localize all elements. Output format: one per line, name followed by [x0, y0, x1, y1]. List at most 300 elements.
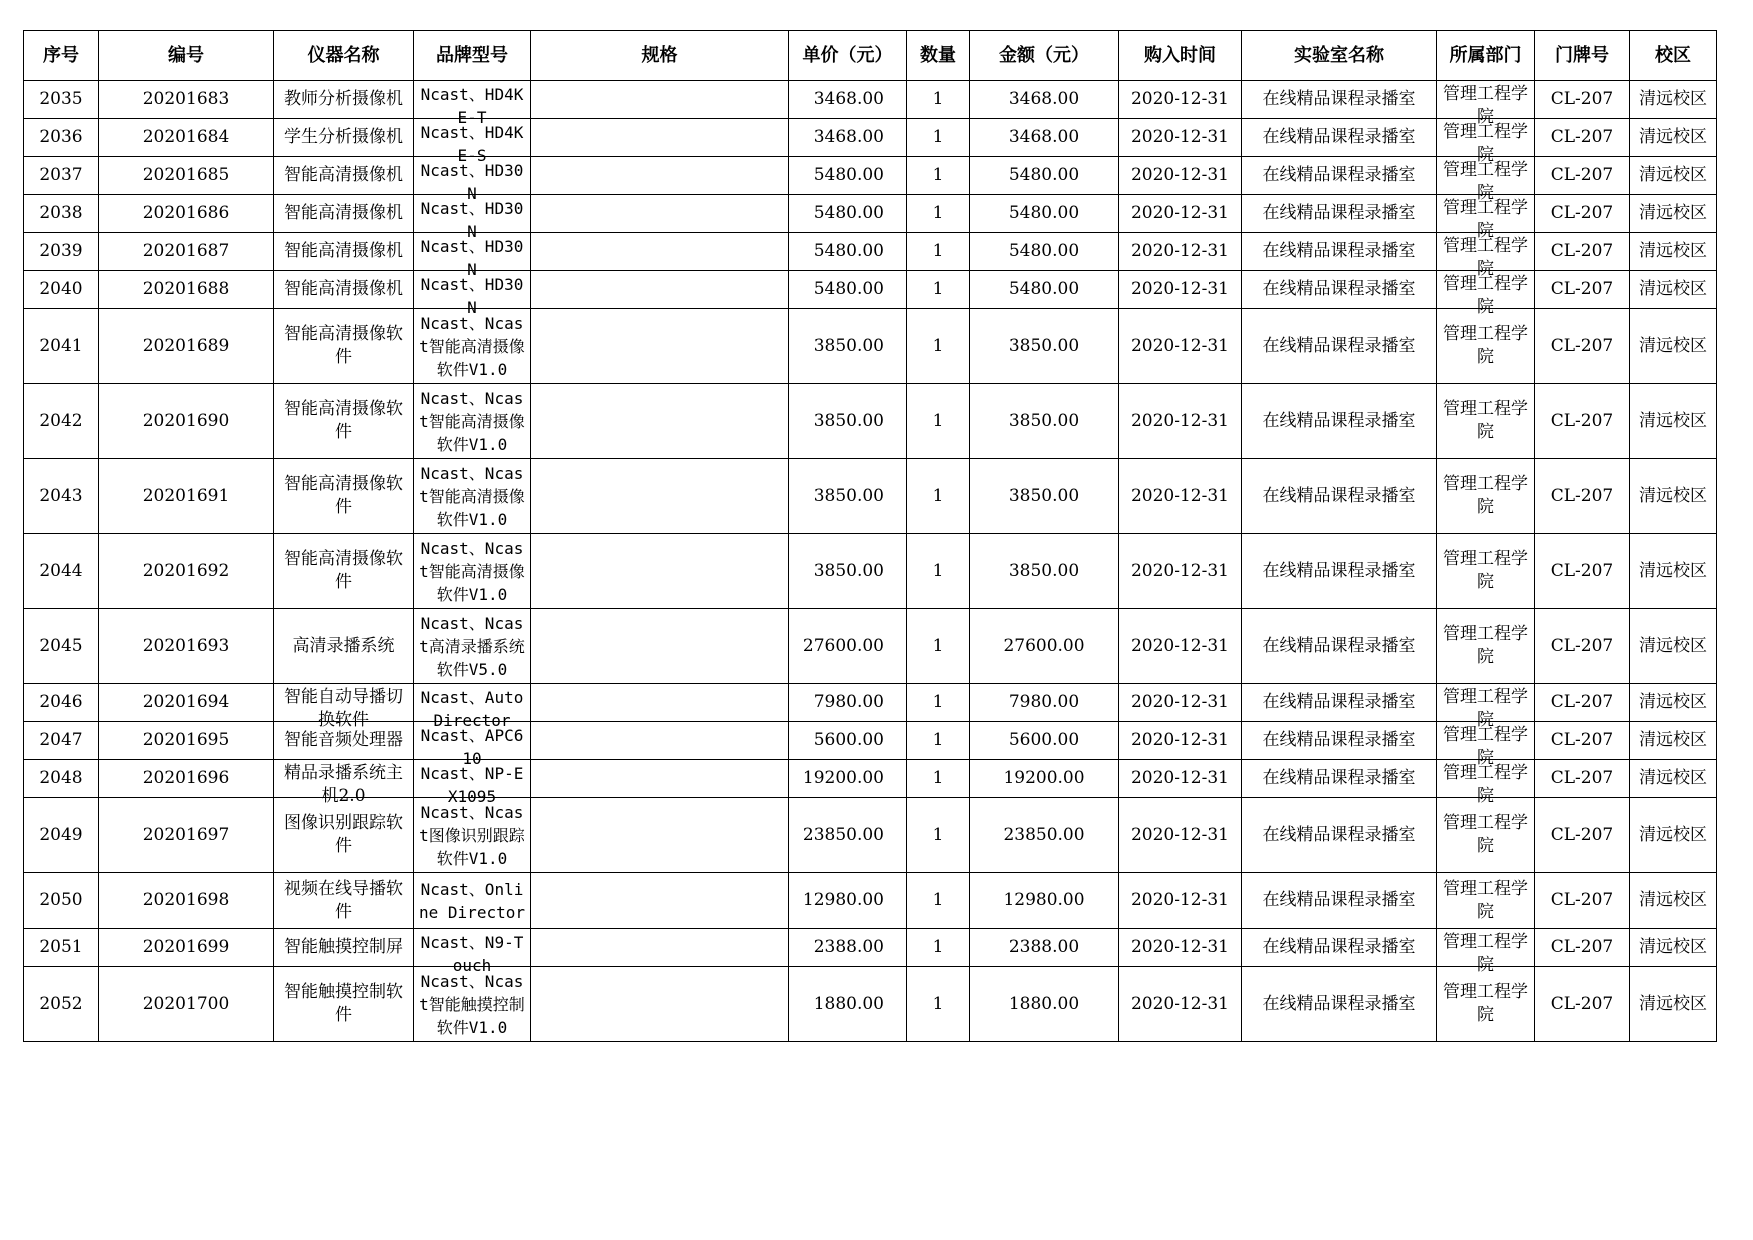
cell-name-text: 智能高清摄像软件 — [284, 474, 403, 517]
cell-campus — [1630, 798, 1717, 873]
cell-price-text: 5600.00 — [813, 730, 884, 750]
cell-date-text: 2020-12-31 — [1130, 279, 1229, 299]
cell-lab-text: 在线精品课程录播室 — [1262, 560, 1416, 581]
cell-price — [789, 929, 907, 967]
cell-code — [99, 271, 274, 309]
header-cell-campus: 校区 — [1630, 31, 1717, 81]
cell-lab — [1242, 798, 1437, 873]
cell-lab — [1242, 534, 1437, 609]
cell-spec — [531, 609, 789, 684]
cell-spec — [531, 157, 789, 195]
cell-amount-text: 5480.00 — [1008, 203, 1080, 223]
cell-date-text: 2020-12-31 — [1130, 335, 1229, 356]
cell-room — [1535, 873, 1630, 929]
cell-room-text: CL-207 — [1550, 127, 1614, 147]
cell-code — [99, 722, 274, 760]
cell-room — [1535, 967, 1630, 1042]
cell-room-text: CL-207 — [1550, 937, 1614, 957]
cell-model — [414, 929, 531, 975]
cell-room-text: CL-207 — [1550, 279, 1614, 299]
cell-campus-text: 清远校区 — [1639, 89, 1707, 109]
cell-code-text: 20201687 — [142, 241, 230, 261]
cell-code — [99, 157, 274, 195]
cell-date — [1119, 271, 1242, 309]
cell-dept-text: 管理工程学院 — [1443, 724, 1528, 768]
cell-seq-text: 2040 — [39, 279, 83, 299]
cell-code — [99, 384, 274, 459]
cell-campus-text: 清远校区 — [1639, 937, 1707, 957]
cell-room-text: CL-207 — [1550, 485, 1614, 506]
cell-campus — [1630, 722, 1717, 760]
cell-dept — [1437, 534, 1535, 609]
cell-lab-text: 在线精品课程录播室 — [1262, 890, 1416, 910]
cell-campus-text: 清远校区 — [1639, 241, 1707, 261]
cell-date — [1119, 929, 1242, 967]
cell-qty-text: 1 — [932, 824, 944, 845]
cell-seq — [24, 384, 99, 459]
cell-seq — [24, 534, 99, 609]
table-row — [24, 684, 1717, 722]
cell-seq — [24, 609, 99, 684]
cell-room — [1535, 760, 1630, 798]
cell-campus-text: 清远校区 — [1639, 692, 1707, 712]
table-row — [24, 760, 1717, 798]
cell-name-text: 智能高清摄像机 — [284, 165, 403, 185]
cell-dept — [1437, 271, 1535, 317]
cell-lab-text: 在线精品课程录播室 — [1262, 335, 1416, 356]
cell-date-text: 2020-12-31 — [1130, 635, 1229, 656]
cell-date-text: 2020-12-31 — [1130, 485, 1229, 506]
cell-seq — [24, 684, 99, 722]
cell-date — [1119, 684, 1242, 722]
cell-qty — [907, 798, 970, 873]
cell-code-text: 20201689 — [142, 335, 230, 356]
cell-date-text: 2020-12-31 — [1130, 730, 1229, 750]
cell-amount-text: 3850.00 — [1008, 410, 1080, 431]
cell-lab — [1242, 384, 1437, 459]
cell-campus-text: 清远校区 — [1639, 203, 1707, 223]
cell-qty — [907, 873, 970, 929]
cell-amount-text: 1880.00 — [1008, 993, 1080, 1014]
cell-spec — [531, 760, 789, 798]
cell-model — [414, 534, 531, 609]
cell-code-text: 20201691 — [142, 485, 230, 506]
cell-amount — [970, 967, 1119, 1042]
cell-amount-text: 5480.00 — [1008, 165, 1080, 185]
cell-name — [274, 81, 414, 119]
cell-dept-text: 管理工程学院 — [1443, 197, 1528, 241]
cell-dept — [1437, 967, 1535, 1042]
table-row — [24, 929, 1717, 967]
cell-model-text: Ncast、Ncast图像识别跟踪软件V1.0 — [419, 802, 525, 868]
cell-room-text: CL-207 — [1550, 165, 1614, 185]
cell-qty — [907, 459, 970, 534]
cell-room — [1535, 119, 1630, 157]
cell-lab-text: 在线精品课程录播室 — [1262, 993, 1416, 1014]
cell-date — [1119, 609, 1242, 684]
cell-spec — [531, 684, 789, 722]
cell-model-text: Ncast、Ncast智能高清摄像软件V1.0 — [419, 538, 525, 604]
cell-code-text: 20201694 — [142, 692, 230, 712]
cell-qty — [907, 967, 970, 1042]
cell-dept-text: 管理工程学院 — [1443, 324, 1528, 367]
cell-name-text: 智能高清摄像机 — [284, 203, 403, 223]
cell-date-text: 2020-12-31 — [1130, 89, 1229, 109]
cell-amount — [970, 119, 1119, 157]
cell-amount-text: 7980.00 — [1008, 692, 1080, 712]
cell-model — [414, 233, 531, 279]
cell-price — [789, 384, 907, 459]
cell-lab — [1242, 722, 1437, 760]
cell-model — [414, 119, 531, 165]
cell-lab-text: 在线精品课程录播室 — [1262, 635, 1416, 656]
cell-model — [414, 157, 531, 203]
cell-code — [99, 929, 274, 967]
cell-dept — [1437, 929, 1535, 975]
cell-spec — [531, 233, 789, 271]
cell-model-text: Ncast、Ncast智能高清摄像软件V1.0 — [419, 463, 525, 529]
cell-date — [1119, 81, 1242, 119]
cell-model-text: Ncast、HD30N — [420, 274, 524, 317]
cell-qty-text: 1 — [932, 241, 944, 261]
header-cell-dept: 所属部门 — [1437, 31, 1535, 81]
table-row — [24, 534, 1717, 609]
cell-qty-text: 1 — [932, 89, 944, 109]
cell-date-text: 2020-12-31 — [1130, 560, 1229, 581]
cell-lab-text: 在线精品课程录播室 — [1262, 768, 1416, 788]
cell-name — [274, 309, 414, 384]
cell-model-text: Ncast、Ncast智能触摸控制软件V1.0 — [419, 971, 525, 1037]
cell-spec — [531, 81, 789, 119]
header-cell-seq: 序号 — [24, 31, 99, 81]
cell-price — [789, 684, 907, 722]
cell-qty-text: 1 — [932, 335, 944, 356]
cell-dept — [1437, 722, 1535, 768]
cell-seq-text: 2050 — [39, 890, 83, 910]
cell-dept-text: 管理工程学院 — [1443, 474, 1528, 517]
cell-spec — [531, 119, 789, 157]
cell-dept-text: 管理工程学院 — [1443, 931, 1528, 975]
cell-room — [1535, 233, 1630, 271]
cell-lab-text: 在线精品课程录播室 — [1262, 730, 1416, 750]
cell-model-text: Ncast、Ncast智能高清摄像软件V1.0 — [419, 388, 525, 454]
cell-room — [1535, 81, 1630, 119]
cell-date — [1119, 157, 1242, 195]
cell-name-text: 学生分析摄像机 — [284, 127, 403, 147]
cell-price — [789, 459, 907, 534]
cell-name — [274, 459, 414, 534]
cell-qty — [907, 81, 970, 119]
cell-code-text: 20201688 — [142, 279, 230, 299]
table-row — [24, 81, 1717, 119]
cell-date — [1119, 119, 1242, 157]
cell-campus — [1630, 929, 1717, 967]
cell-qty — [907, 684, 970, 722]
cell-campus-text: 清远校区 — [1639, 890, 1707, 910]
cell-price-text: 7980.00 — [813, 692, 884, 712]
cell-lab — [1242, 271, 1437, 309]
cell-name — [274, 157, 414, 195]
cell-room — [1535, 684, 1630, 722]
cell-seq-text: 2052 — [39, 993, 83, 1014]
cell-name-text: 图像识别跟踪软件 — [284, 813, 403, 856]
cell-name-text: 智能音频处理器 — [284, 730, 403, 750]
cell-model-text: Ncast、N9-Touch — [420, 932, 524, 975]
cell-date — [1119, 459, 1242, 534]
cell-qty-text: 1 — [932, 692, 944, 712]
cell-code-text: 20201700 — [142, 993, 230, 1014]
cell-date — [1119, 195, 1242, 233]
cell-seq — [24, 760, 99, 798]
cell-lab — [1242, 309, 1437, 384]
cell-price — [789, 157, 907, 195]
cell-qty-text: 1 — [932, 635, 944, 656]
cell-amount-text: 2388.00 — [1008, 937, 1080, 957]
cell-date — [1119, 534, 1242, 609]
cell-room — [1535, 798, 1630, 873]
cell-amount — [970, 684, 1119, 722]
cell-code-text: 20201692 — [142, 560, 230, 581]
header-cell-code: 编号 — [99, 31, 274, 81]
cell-campus-text: 清远校区 — [1639, 165, 1707, 185]
cell-qty-text: 1 — [932, 127, 944, 147]
cell-lab — [1242, 157, 1437, 195]
cell-room-text: CL-207 — [1550, 890, 1614, 910]
cell-date — [1119, 760, 1242, 798]
cell-campus — [1630, 384, 1717, 459]
table-row — [24, 309, 1717, 384]
header-cell-price: 单价（元） — [789, 31, 907, 81]
cell-campus — [1630, 609, 1717, 684]
cell-date-text: 2020-12-31 — [1130, 203, 1229, 223]
header-cell-qty: 数量 — [907, 31, 970, 81]
cell-seq-text: 2037 — [39, 165, 83, 185]
cell-name — [274, 271, 414, 309]
cell-price — [789, 873, 907, 929]
cell-code-text: 20201684 — [142, 127, 230, 147]
cell-spec — [531, 459, 789, 534]
cell-dept-text: 管理工程学院 — [1443, 878, 1528, 922]
cell-seq-text: 2041 — [39, 335, 83, 356]
cell-code — [99, 195, 274, 233]
cell-amount — [970, 271, 1119, 309]
cell-dept-text: 管理工程学院 — [1443, 624, 1528, 667]
cell-lab — [1242, 195, 1437, 233]
cell-date — [1119, 384, 1242, 459]
header-cell-spec: 规格 — [531, 31, 789, 81]
cell-name — [274, 609, 414, 684]
cell-model — [414, 873, 531, 929]
cell-code-text: 20201690 — [142, 410, 230, 431]
cell-room-text: CL-207 — [1550, 410, 1614, 431]
cell-model — [414, 967, 531, 1042]
cell-price — [789, 722, 907, 760]
cell-code — [99, 233, 274, 271]
cell-date-text: 2020-12-31 — [1130, 824, 1229, 845]
cell-campus — [1630, 534, 1717, 609]
cell-campus — [1630, 157, 1717, 195]
cell-price-text: 12980.00 — [802, 890, 884, 910]
cell-dept — [1437, 157, 1535, 203]
cell-amount-text: 3850.00 — [1008, 485, 1080, 506]
cell-seq — [24, 929, 99, 967]
cell-seq-text: 2035 — [39, 89, 83, 109]
cell-seq — [24, 459, 99, 534]
cell-campus-text: 清远校区 — [1639, 768, 1707, 788]
cell-lab-text: 在线精品课程录播室 — [1262, 127, 1416, 147]
cell-campus — [1630, 309, 1717, 384]
cell-dept — [1437, 760, 1535, 806]
cell-room — [1535, 609, 1630, 684]
cell-dept — [1437, 873, 1535, 929]
header-cell-model: 品牌型号 — [414, 31, 531, 81]
cell-code — [99, 459, 274, 534]
cell-dept — [1437, 684, 1535, 730]
cell-room — [1535, 384, 1630, 459]
cell-name — [274, 760, 414, 806]
cell-date-text: 2020-12-31 — [1130, 768, 1229, 788]
cell-code-text: 20201699 — [142, 937, 230, 957]
cell-amount-text: 19200.00 — [1003, 768, 1085, 788]
table-row — [24, 233, 1717, 271]
cell-name — [274, 873, 414, 929]
cell-name-text: 智能高清摄像软件 — [284, 549, 403, 592]
cell-qty — [907, 760, 970, 798]
cell-qty-text: 1 — [932, 279, 944, 299]
cell-campus-text: 清远校区 — [1639, 410, 1707, 431]
cell-amount — [970, 722, 1119, 760]
cell-price-text: 3468.00 — [813, 127, 884, 147]
cell-seq-text: 2048 — [39, 768, 83, 788]
cell-date — [1119, 722, 1242, 760]
table-row — [24, 119, 1717, 157]
cell-name — [274, 798, 414, 873]
cell-code — [99, 119, 274, 157]
cell-seq-text: 2038 — [39, 203, 83, 223]
cell-seq — [24, 119, 99, 157]
cell-date-text: 2020-12-31 — [1130, 937, 1229, 957]
cell-dept-text: 管理工程学院 — [1443, 762, 1528, 806]
cell-spec — [531, 967, 789, 1042]
cell-name-text: 精品录播系统主机2.0 — [284, 762, 403, 806]
cell-name — [274, 195, 414, 233]
cell-seq — [24, 798, 99, 873]
cell-qty-text: 1 — [932, 937, 944, 957]
cell-model-text: Ncast、Ncast智能高清摄像软件V1.0 — [419, 313, 525, 379]
cell-campus — [1630, 195, 1717, 233]
cell-qty-text: 1 — [932, 203, 944, 223]
cell-dept — [1437, 384, 1535, 459]
cell-campus-text: 清远校区 — [1639, 279, 1707, 299]
cell-model-text: Ncast、Online Director — [419, 879, 525, 922]
cell-qty — [907, 384, 970, 459]
cell-seq-text: 2045 — [39, 635, 83, 656]
cell-name-text: 智能自动导播切换软件 — [284, 686, 403, 730]
cell-campus — [1630, 684, 1717, 722]
header-cell-name: 仪器名称 — [274, 31, 414, 81]
cell-room-text: CL-207 — [1550, 768, 1614, 788]
cell-price-text: 23850.00 — [802, 824, 884, 845]
cell-lab-text: 在线精品课程录播室 — [1262, 485, 1416, 506]
cell-room-text: CL-207 — [1550, 560, 1614, 581]
cell-seq-text: 2051 — [39, 937, 83, 957]
cell-lab — [1242, 459, 1437, 534]
cell-campus-text: 清远校区 — [1639, 485, 1707, 506]
cell-code — [99, 609, 274, 684]
cell-name-text: 智能高清摄像软件 — [284, 399, 403, 442]
cell-amount — [970, 534, 1119, 609]
cell-code-text: 20201683 — [142, 89, 230, 109]
cell-price — [789, 195, 907, 233]
cell-lab-text: 在线精品课程录播室 — [1262, 410, 1416, 431]
table-row — [24, 384, 1717, 459]
cell-room-text: CL-207 — [1550, 89, 1614, 109]
header-cell-room: 门牌号 — [1535, 31, 1630, 81]
cell-code — [99, 873, 274, 929]
cell-dept-text: 管理工程学院 — [1443, 235, 1528, 279]
cell-qty-text: 1 — [932, 485, 944, 506]
cell-name — [274, 967, 414, 1042]
cell-date-text: 2020-12-31 — [1130, 127, 1229, 147]
cell-qty — [907, 157, 970, 195]
cell-model-text: Ncast、HD4KE-T — [420, 84, 524, 127]
cell-seq — [24, 157, 99, 195]
cell-price — [789, 609, 907, 684]
cell-date — [1119, 967, 1242, 1042]
cell-dept-text: 管理工程学院 — [1443, 399, 1528, 442]
cell-price — [789, 798, 907, 873]
cell-room — [1535, 929, 1630, 967]
cell-qty-text: 1 — [932, 560, 944, 581]
cell-spec — [531, 309, 789, 384]
table-row — [24, 157, 1717, 195]
cell-code — [99, 760, 274, 798]
cell-amount-text: 3468.00 — [1008, 89, 1080, 109]
cell-campus-text: 清远校区 — [1639, 560, 1707, 581]
header-row — [24, 31, 1717, 81]
header-cell-date: 购入时间 — [1119, 31, 1242, 81]
cell-name-text: 视频在线导播软件 — [284, 878, 403, 922]
cell-seq-text: 2044 — [39, 560, 83, 581]
equipment-table — [23, 30, 1717, 1042]
cell-amount-text: 3850.00 — [1008, 560, 1080, 581]
cell-room-text: CL-207 — [1550, 692, 1614, 712]
cell-qty — [907, 195, 970, 233]
cell-amount — [970, 609, 1119, 684]
cell-qty-text: 1 — [932, 165, 944, 185]
cell-campus-text: 清远校区 — [1639, 335, 1707, 356]
cell-seq-text: 2046 — [39, 692, 83, 712]
cell-amount-text: 23850.00 — [1003, 824, 1085, 845]
cell-seq-text: 2039 — [39, 241, 83, 261]
cell-date-text: 2020-12-31 — [1130, 993, 1229, 1014]
cell-campus — [1630, 873, 1717, 929]
cell-spec — [531, 271, 789, 309]
cell-model-text: Ncast、HD30N — [420, 160, 524, 203]
table-row — [24, 873, 1717, 929]
cell-code-text: 20201686 — [142, 203, 230, 223]
cell-date-text: 2020-12-31 — [1130, 692, 1229, 712]
cell-seq — [24, 722, 99, 760]
cell-room — [1535, 195, 1630, 233]
table-body — [24, 81, 1717, 1042]
cell-price — [789, 81, 907, 119]
cell-dept-text: 管理工程学院 — [1443, 982, 1528, 1025]
cell-qty-text: 1 — [932, 410, 944, 431]
cell-code — [99, 534, 274, 609]
cell-qty — [907, 722, 970, 760]
cell-name — [274, 534, 414, 609]
